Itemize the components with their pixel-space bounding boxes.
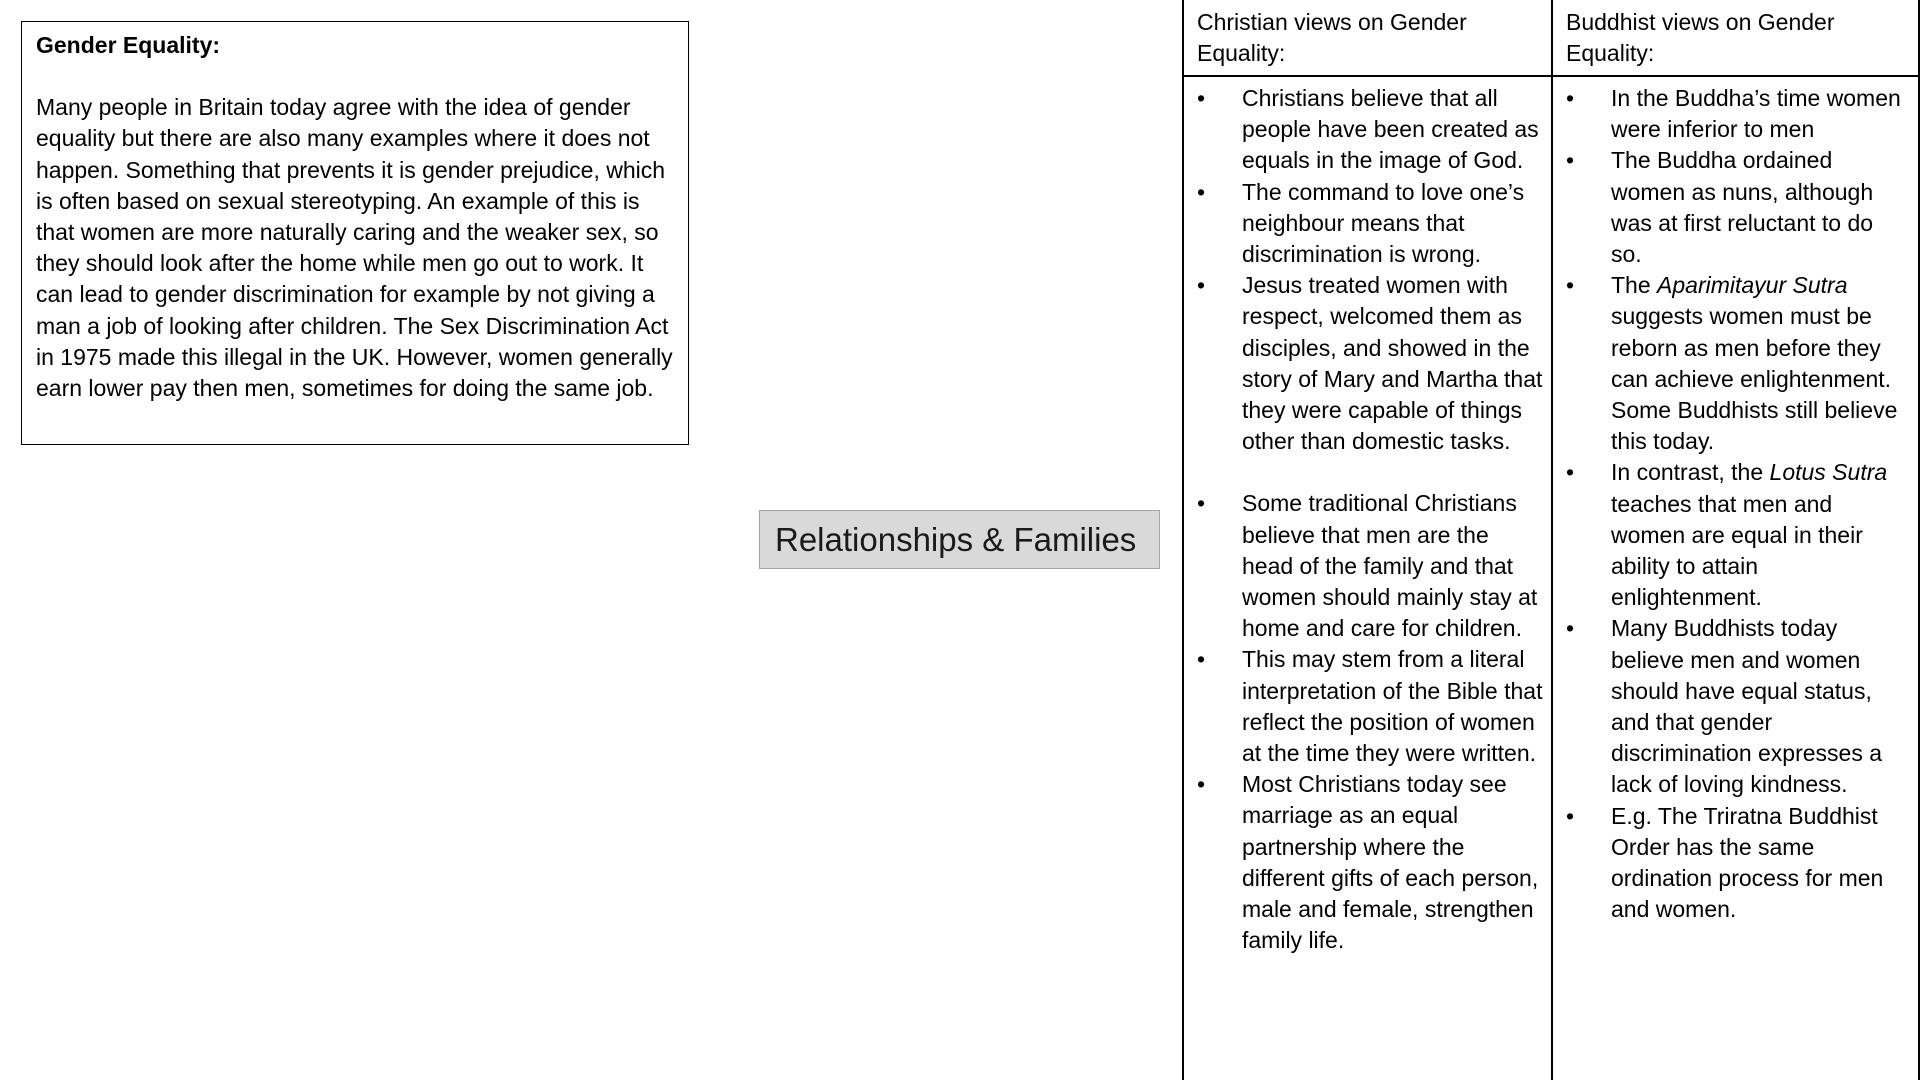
buddhist-item: • E.g. The Triratna Buddhist Order has the same ordination process for men and women.	[1566, 802, 1884, 923]
gender-equality-body: Many people in Britain today agree with the idea of gender equality but there are also many examples where it does not happen. Something that prevents it is gender prejudice, which is often based on sexual stereotyping. An example of this is that women are more naturally caring and the weaker sex, so they should look after the home while men go out to work. It can lead to gender discrimination for example by not giving a man a job of looking after children. The Sex Discrimination Act in 1975 made this illegal in the UK. However, women generally earn lower pay then men, sometimes for doing the same job.	[36, 94, 673, 402]
christian-item: • This may stem from a literal interpretation of the Bible that reflect the position of women at the time they were written.	[1197, 646, 1543, 767]
bullet-icon: •	[1566, 147, 1575, 174]
buddhist-item: • In the Buddha’s time women were inferior to men	[1566, 85, 1901, 143]
christian-body	[1184, 77, 1551, 956]
christian-item: • Some traditional Christians believe that men are the head of the family and that women should mainly stay at home and care for children.	[1197, 490, 1538, 642]
christian-item: • Jesus treated women with respect, welcomed them as disciples, and showed in the story of Mary and Martha that they were capable of things other than domestic tasks.	[1197, 272, 1543, 455]
gender-equality-title: Gender Equality:	[36, 32, 221, 58]
topic-label: Relationships & Families	[759, 510, 1160, 569]
christian-item: • Christians believe that all people have been created as equals in the image of God.	[1197, 85, 1539, 174]
bullet-icon: •	[1197, 490, 1206, 517]
scripture-title: Aparimitayur Sutra	[1657, 272, 1848, 299]
christian-list	[1197, 83, 1543, 956]
views-table	[1182, 0, 1920, 1080]
buddhist-body	[1553, 77, 1918, 925]
bullet-icon: •	[1197, 85, 1206, 111]
buddhist-column	[1551, 0, 1918, 1080]
christian-column	[1184, 0, 1551, 1080]
bullet-icon: •	[1197, 272, 1206, 299]
gender-equality-box	[21, 21, 689, 445]
christian-item: • The command to love one’s neighbour means that discrimination is wrong.	[1197, 178, 1525, 268]
christian-item: • Most Christians today see marriage as an equal partnership where the different gifts of each person, male and female, strengthen family life.	[1197, 771, 1539, 954]
buddhist-item: • Many Buddhists today believe men and women should have equal status, and that gender discrimination expresses a lack of loving kindness.	[1566, 615, 1883, 798]
bullet-icon: •	[1566, 85, 1575, 111]
buddhist-list	[1566, 83, 1910, 925]
bullet-icon: •	[1566, 272, 1575, 299]
bullet-icon: •	[1566, 459, 1575, 486]
bullet-icon: •	[1197, 178, 1206, 205]
buddhist-item: • In contrast, the Lotus Sutra teaches that men and women are equal in their ability to attain enlightenment.	[1566, 459, 1888, 611]
bullet-icon: •	[1197, 771, 1206, 798]
bullet-icon: •	[1566, 615, 1575, 642]
buddhist-item: • The Buddha ordained women as nuns, although was at first reluctant to do so.	[1566, 147, 1874, 268]
scripture-title: Lotus Sutra	[1769, 459, 1888, 486]
bullet-icon: •	[1566, 802, 1575, 829]
christian-heading: Christian views on Gender Equality:	[1184, 0, 1551, 77]
bullet-icon: •	[1197, 646, 1206, 673]
buddhist-item: • The Aparimitayur Sutra suggests women must be reborn as men before they can achieve enlightenment. Some Buddhists still believe this today.	[1566, 272, 1898, 455]
buddhist-heading: Buddhist views on Gender Equality:	[1553, 0, 1918, 77]
